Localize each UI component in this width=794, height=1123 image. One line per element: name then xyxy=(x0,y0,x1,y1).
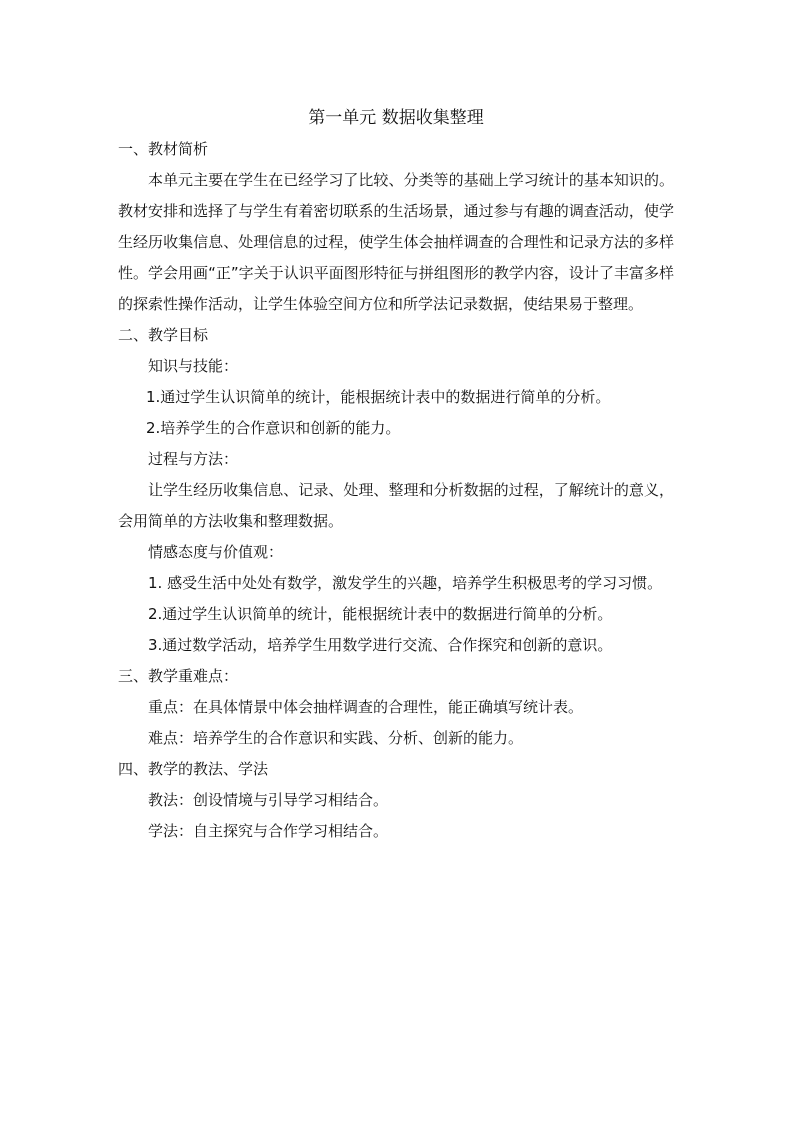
emotion-item-1: 1. 感受生活中处处有数学，激发学生的兴趣，培养学生积极思考的学习习惯。 xyxy=(148,574,663,592)
knowledge-item-2: 2.培养学生的合作意识和创新的能力。 xyxy=(146,419,401,437)
section-heading-teaching-goals: 二、教学目标 xyxy=(118,326,209,344)
document-title: 第一单元 数据收集整理 xyxy=(308,108,484,128)
emotion-values-label: 情感态度与价值观： xyxy=(148,543,284,561)
emotion-item-2: 2.通过学生认识简单的统计，能根据统计表中的数据进行简单的分析。 xyxy=(148,605,613,623)
section-heading-textbook-analysis: 一、教材简析 xyxy=(118,140,209,158)
key-point-text: 重点：在具体情景中体会抽样调查的合理性，能正确填写统计表。 xyxy=(148,698,584,716)
process-method-label: 过程与方法： xyxy=(148,450,239,468)
difficult-point-text: 难点：培养学生的合作意识和实践、分析、创新的能力。 xyxy=(148,729,524,747)
section-heading-key-difficult-points: 三、教学重难点： xyxy=(118,667,239,685)
document-body xyxy=(118,104,674,847)
emotion-item-3: 3.通过数学活动，培养学生用数学进行交流、合作探究和创新的意识。 xyxy=(148,636,613,654)
learning-method-text: 学法：自主探究与合作学习相结合。 xyxy=(148,822,389,840)
teaching-method-text: 教法：创设情境与引导学习相结合。 xyxy=(148,791,389,809)
textbook-analysis-paragraph: 本单元主要在学生在已经学习了比较、分类等的基础上学习统计的基本知识的。教材安排和选择了与学生有着密切联系的生活场景，通过参与有趣的调查活动，使学生经历收集信息、处理信息的过程，使学生体会抽样调查的合理性和记录方法的多样性。学会用画“正”字关于认识平面图形特征与拼组图形的教学内容，设计了丰富多样的探索性操作活动，让学生体验空间方位和所学法记录数据，使结果易于整理。 xyxy=(118,171,674,313)
knowledge-item-1: 1.通过学生认识简单的统计，能根据统计表中的数据进行简单的分析。 xyxy=(146,388,611,406)
process-method-text: 让学生经历收集信息、记录、处理、整理和分析数据的过程，了解统计的意义，会用简单的方法收集和整理数据。 xyxy=(118,481,674,530)
knowledge-skills-label: 知识与技能： xyxy=(148,357,239,375)
section-heading-teaching-learning-methods: 四、教学的教法、学法 xyxy=(118,760,269,778)
